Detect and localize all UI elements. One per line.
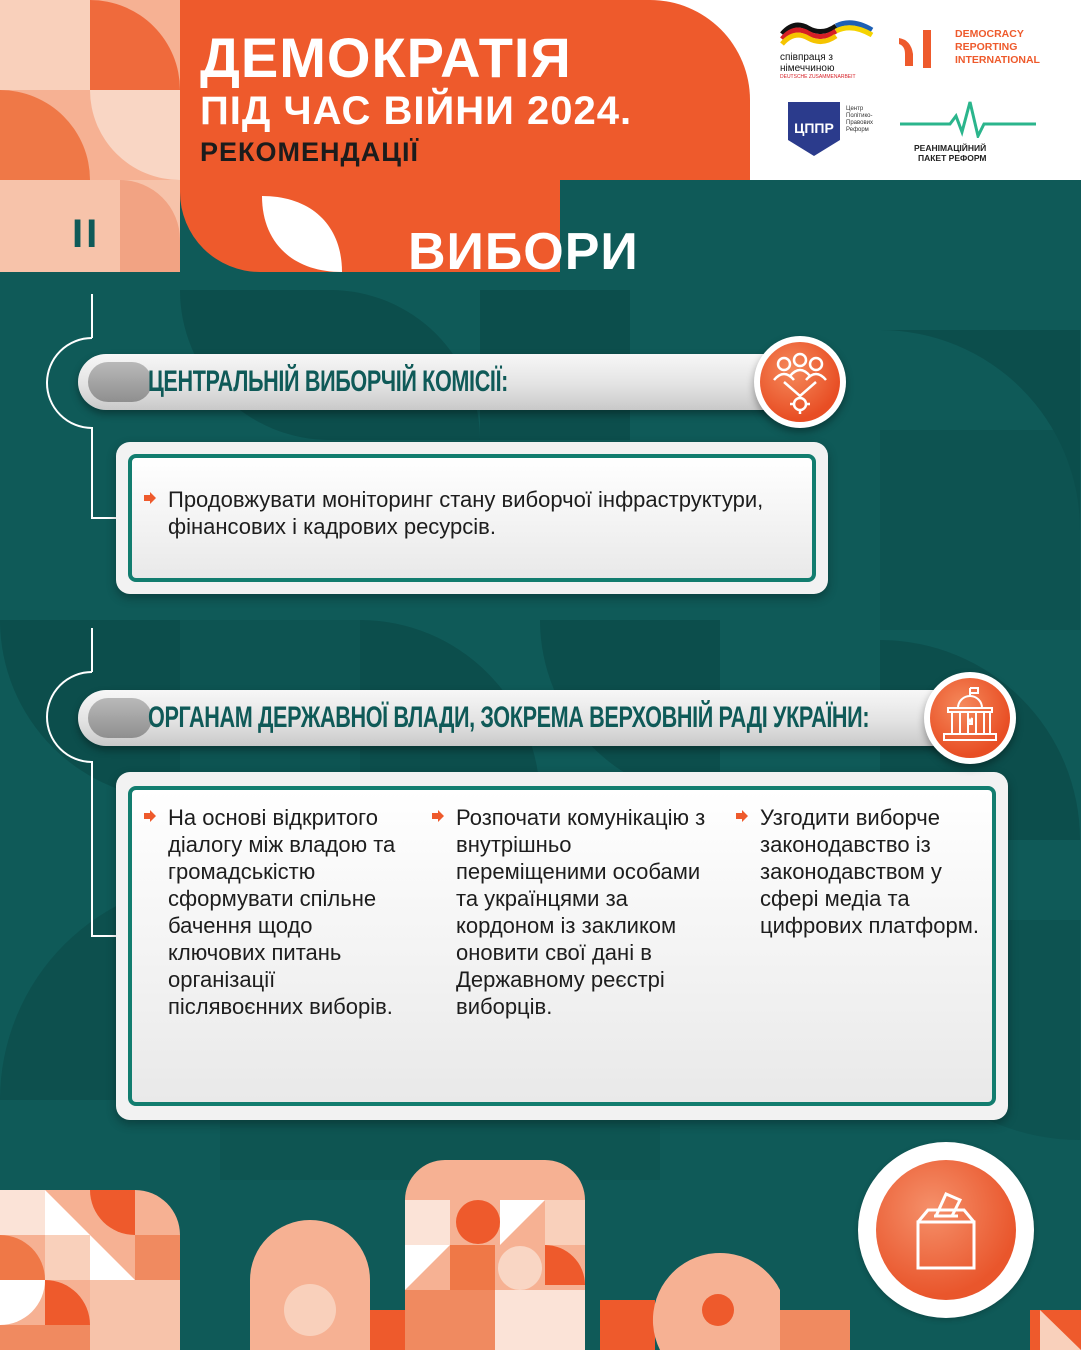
- group-2-item-3: [736, 804, 986, 939]
- group-2-item-2: [432, 804, 724, 1020]
- parliament-building-icon: [930, 678, 1010, 758]
- group-2-card: [116, 772, 1008, 1120]
- heartbeat-icon: [900, 98, 1036, 138]
- group-2-badge: [924, 672, 1016, 764]
- group-2-heading: ОРГАНАМ ДЕРЖАВНОЇ ВЛАДИ, ЗОКРЕМА ВЕРХОВНІЙ РАДІ УКРАЇНИ:: [148, 701, 870, 734]
- item-text: Розпочати комунікацію з внутрішньо переміщеними особами та українцями за кордоном із закликом оновити свої дані в Державному реєстрі виборців.: [456, 805, 706, 1019]
- arrow-right-icon: [144, 810, 156, 822]
- giz-text-1: співпраця з: [780, 52, 833, 63]
- group-1-card: [116, 442, 828, 594]
- rpr-text-2: ПАКЕТ РЕФОРМ: [918, 153, 987, 163]
- title-line1: ДЕМОКРАТІЯ: [200, 26, 572, 89]
- cppr-text-1: Центр: [846, 106, 864, 112]
- header-title: [200, 28, 632, 168]
- item-text: Продовжувати моніторинг стану виборчої інфраструктури, фінансових і кадрових ресурсів.: [168, 487, 764, 539]
- group-2-item-1: [144, 804, 416, 1020]
- section-title: ВИБОРИ: [408, 223, 639, 281]
- giz-text-3: DEUTSCHE ZUSAMMENARBEIT: [780, 74, 856, 80]
- title-line2: ПІД ЧАС ВІЙНИ 2024.: [200, 89, 633, 133]
- group-1-badge: [754, 336, 846, 428]
- giz-text-2: німеччиною: [780, 63, 835, 74]
- section-number: II: [72, 212, 101, 256]
- item-text: На основі відкритого діалогу між владою та громадськістю сформувати спільне бачення щодо ключових питань організації післявоєнних виборів.: [168, 805, 396, 1019]
- dri-text-2: REPORTING: [955, 41, 1018, 53]
- people-network-icon: [760, 342, 840, 422]
- dri-text-1: DEMOCRACY: [955, 28, 1024, 40]
- logo-dri: [895, 26, 1065, 76]
- item-text: Узгодити виборче законодавство із законодавством у сфері медіа та цифрових платформ.: [760, 805, 979, 938]
- group-1-heading: ЦЕНТРАЛЬНІЙ ВИБОРЧІЙ КОМІСІЇ:: [148, 365, 509, 398]
- dri-text-3: INTERNATIONAL: [955, 54, 1040, 66]
- group-1-item-1: [144, 486, 794, 540]
- cppr-text-3: Правових: [846, 120, 873, 126]
- arrow-right-icon: [736, 810, 748, 822]
- pill-knob: [88, 698, 152, 738]
- group-1-heading-pill: [78, 354, 818, 410]
- cppr-text-4: Реформ: [846, 127, 869, 133]
- logo-cppr: [786, 100, 886, 160]
- arrow-right-icon: [432, 810, 444, 822]
- cppr-abbr: ЦППР: [794, 120, 834, 136]
- cppr-text-2: Політико-: [846, 113, 873, 119]
- group-2-heading-pill: [78, 690, 996, 746]
- logo-rpr: [900, 98, 1040, 162]
- rpr-text-1: РЕАНІМАЦІЙНИЙ: [914, 143, 987, 153]
- arrow-right-icon: [144, 492, 156, 504]
- german-ukrainian-flag-icon: [780, 20, 876, 46]
- dri-logo-icon: [895, 28, 947, 72]
- pill-knob: [88, 362, 152, 402]
- title-line3: РЕКОМЕНДАЦІЇ: [200, 137, 419, 167]
- logo-giz: [780, 20, 880, 80]
- ballot-box-icon: [876, 1160, 1016, 1300]
- ballot-badge: [858, 1142, 1034, 1318]
